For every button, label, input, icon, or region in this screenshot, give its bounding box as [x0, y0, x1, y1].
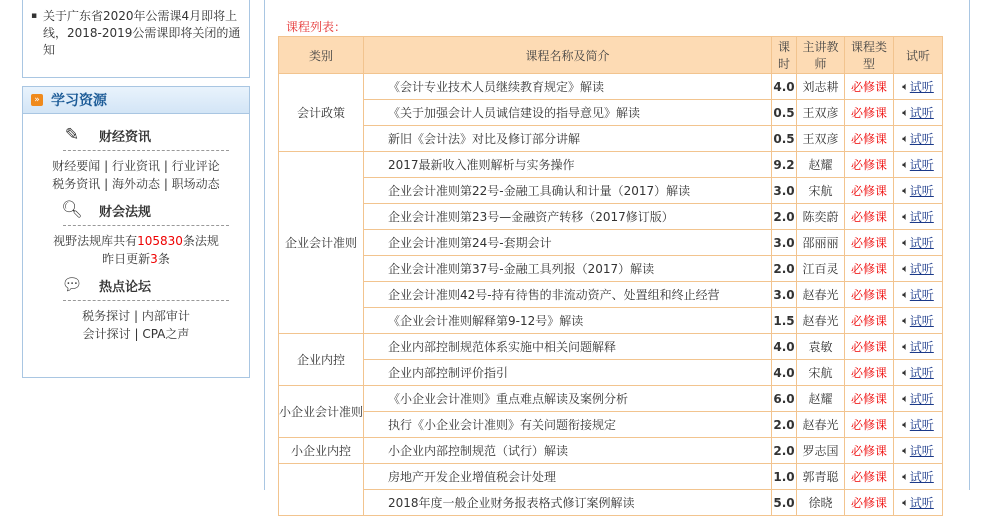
category-cell: 小企业会计准则 — [279, 386, 364, 438]
course-type: 必修课 — [845, 360, 894, 386]
course-hours: 0.5 — [772, 100, 797, 126]
header-teacher: 主讲教师 — [797, 37, 845, 74]
table-row — [279, 490, 943, 516]
listen-cell — [894, 308, 943, 334]
course-name[interactable]: 《会计专业技术人员继续教育规定》解读 — [364, 74, 772, 100]
header-category: 类别 — [279, 37, 364, 74]
course-hours: 3.0 — [772, 230, 797, 256]
listen-cell — [894, 464, 943, 490]
course-teacher: 宋航 — [797, 178, 845, 204]
course-hours: 4.0 — [772, 74, 797, 100]
link-overseas[interactable]: 海外动态 — [111, 177, 160, 191]
course-hours: 1.5 — [772, 308, 797, 334]
link-finance-headlines[interactable]: 财经要闻 — [52, 159, 101, 173]
course-teacher: 宋航 — [797, 360, 845, 386]
link-accounting-discussion[interactable]: 会计探讨 — [82, 327, 131, 341]
course-hours: 1.0 — [772, 464, 797, 490]
listen-cell — [894, 490, 943, 516]
notice-link[interactable]: ▪ 关于广东省2020年公需课4月即将上线，2018-2019公需课即将关闭的通知 — [43, 8, 241, 59]
forum-title[interactable]: 热点论坛 — [99, 279, 152, 295]
course-name[interactable]: 2018年度一般企业财务报表格式修订案例解读 — [364, 490, 772, 516]
course-hours: 2.0 — [772, 256, 797, 282]
listen-cell — [894, 126, 943, 152]
speaker-icon[interactable]: 🔈︎ — [902, 366, 909, 379]
course-type: 必修课 — [845, 412, 894, 438]
speaker-icon[interactable]: 🔈︎ — [902, 236, 909, 249]
speaker-icon[interactable]: 🔈︎ — [902, 470, 909, 483]
listen-link[interactable]: 试听 — [909, 366, 934, 380]
course-hours: 9.2 — [772, 152, 797, 178]
speaker-icon[interactable]: 🔈︎ — [902, 106, 909, 119]
listen-cell — [894, 438, 943, 464]
course-name[interactable]: 企业内部控制评价指引 — [364, 360, 772, 386]
listen-cell — [894, 74, 943, 100]
listen-cell — [894, 412, 943, 438]
link-industry-comment[interactable]: 行业评论 — [171, 159, 220, 173]
category-cell: 企业内控 — [279, 334, 364, 386]
speaker-icon[interactable]: 🔈︎ — [902, 418, 909, 431]
listen-cell — [894, 360, 943, 386]
course-type: 必修课 — [845, 282, 894, 308]
listen-link[interactable]: 试听 — [909, 210, 934, 224]
listen-link[interactable]: 试听 — [909, 132, 934, 146]
listen-cell — [894, 152, 943, 178]
speaker-icon[interactable]: 🔈︎ — [902, 288, 909, 301]
listen-link[interactable]: 试听 — [909, 262, 934, 276]
speaker-icon[interactable]: 🔈︎ — [902, 80, 909, 93]
course-name[interactable]: 《企业会计准则解释第9-12号》解读 — [364, 308, 772, 334]
course-table — [278, 36, 943, 516]
table-row — [279, 256, 943, 282]
speaker-icon[interactable]: 🔈︎ — [902, 262, 909, 275]
table-row — [279, 100, 943, 126]
listen-link[interactable]: 试听 — [909, 470, 934, 484]
course-teacher: 王双彦 — [797, 126, 845, 152]
course-hours: 2.0 — [772, 438, 797, 464]
course-type: 必修课 — [845, 100, 894, 126]
course-type: 必修课 — [845, 204, 894, 230]
listen-link[interactable]: 试听 — [909, 106, 934, 120]
course-teacher: 王双彦 — [797, 100, 845, 126]
speaker-icon[interactable]: 🔈︎ — [902, 184, 909, 197]
course-type: 必修课 — [845, 256, 894, 282]
table-row — [279, 334, 943, 360]
chat-bubble-icon: 💬︎ — [61, 275, 83, 295]
finance-news-header — [61, 120, 229, 150]
table-row — [279, 308, 943, 334]
course-teacher: 江百灵 — [797, 256, 845, 282]
course-hours: 2.0 — [772, 204, 797, 230]
link-cpa-voice[interactable]: CPA之声 — [142, 327, 190, 341]
course-teacher: 赵耀 — [797, 152, 845, 178]
laws-suffix: 条法规 — [182, 234, 219, 248]
table-row — [279, 204, 943, 230]
forum-links: 税务探讨 | 内部审计 会计探讨 | CPA之声 — [82, 309, 190, 341]
course-teacher: 刘志耕 — [797, 74, 845, 100]
update-suffix: 条 — [157, 252, 170, 266]
speaker-icon[interactable]: 🔈︎ — [902, 314, 909, 327]
category-cell: 会计政策 — [279, 74, 364, 152]
course-hours: 5.0 — [772, 490, 797, 516]
laws-prefix: 视野法规库共有 — [53, 234, 138, 248]
finance-news-title[interactable]: 财经资讯 — [99, 129, 152, 145]
speaker-icon[interactable]: 🔈︎ — [902, 158, 909, 171]
course-table-body — [279, 74, 943, 516]
course-hours: 3.0 — [772, 178, 797, 204]
course-teacher: 郭青聪 — [797, 464, 845, 490]
listen-cell — [894, 256, 943, 282]
course-type: 必修课 — [845, 152, 894, 178]
course-type: 必修课 — [845, 74, 894, 100]
listen-cell — [894, 386, 943, 412]
table-row — [279, 464, 943, 490]
listen-link[interactable]: 试听 — [909, 418, 934, 432]
course-type: 必修课 — [845, 230, 894, 256]
learning-resources-panel — [22, 86, 250, 378]
update-count: 3 — [150, 252, 158, 266]
table-row — [279, 126, 943, 152]
update-prefix: 昨日更新 — [102, 252, 151, 266]
listen-link[interactable]: 试听 — [909, 392, 934, 406]
listen-cell — [894, 204, 943, 230]
laws-title[interactable]: 财会法规 — [99, 204, 152, 220]
listen-cell — [894, 282, 943, 308]
course-name[interactable]: 执行《小企业会计准则》有关问题衔接规定 — [364, 412, 772, 438]
listen-link[interactable]: 试听 — [909, 158, 934, 172]
header-type: 课程类型 — [845, 37, 894, 74]
listen-link[interactable]: 试听 — [909, 340, 934, 354]
header-listen: 试听 — [894, 37, 943, 74]
listen-link[interactable]: 试听 — [909, 184, 934, 198]
speaker-icon[interactable]: 🔈︎ — [902, 444, 909, 457]
listen-cell — [894, 230, 943, 256]
table-row — [279, 74, 943, 100]
table-row — [279, 282, 943, 308]
course-list-label: 课程列表： — [286, 20, 347, 34]
listen-link[interactable]: 试听 — [909, 80, 934, 94]
link-career[interactable]: 职场动态 — [171, 177, 220, 191]
course-teacher: 赵耀 — [797, 386, 845, 412]
listen-link[interactable]: 试听 — [909, 236, 934, 250]
course-name[interactable]: 企业会计准则第37号-金融工具列报（2017）解读 — [364, 256, 772, 282]
table-row — [279, 360, 943, 386]
table-row — [279, 230, 943, 256]
link-industry-news[interactable]: 行业资讯 — [111, 159, 160, 173]
learning-resources-title: 学习资源 — [51, 93, 107, 109]
table-row — [279, 412, 943, 438]
speaker-icon[interactable]: 🔈︎ — [902, 340, 909, 353]
table-row — [279, 386, 943, 412]
learning-resources-header — [23, 87, 249, 114]
table-row — [279, 178, 943, 204]
magnifier-icon: 🔍︎ — [61, 200, 83, 220]
listen-link[interactable]: 试听 — [909, 444, 934, 458]
course-teacher: 赵春光 — [797, 282, 845, 308]
course-teacher: 罗志国 — [797, 438, 845, 464]
course-type: 必修课 — [845, 308, 894, 334]
link-internal-audit[interactable]: 内部审计 — [141, 309, 190, 323]
course-name[interactable]: 企业会计准则第22号-金融工具确认和计量（2017）解读 — [364, 178, 772, 204]
listen-link[interactable]: 试听 — [909, 314, 934, 328]
link-tax-discussion[interactable]: 税务探讨 — [82, 309, 131, 323]
course-name[interactable]: 2017最新收入准则解析与实务操作 — [364, 152, 772, 178]
course-teacher: 邵丽丽 — [797, 230, 845, 256]
finance-news-links: 财经要闻 | 行业资讯 | 行业评论 税务资讯 | 海外动态 | 职场动态 — [52, 159, 220, 191]
forum-header — [61, 270, 229, 300]
course-type: 必修课 — [845, 178, 894, 204]
table-row — [279, 438, 943, 464]
course-name[interactable]: 新旧《会计法》对比及修订部分讲解 — [364, 126, 772, 152]
course-name[interactable]: 企业会计准则第23号—金融资产转移（2017修订版） — [364, 204, 772, 230]
course-hours: 0.5 — [772, 126, 797, 152]
course-type: 必修课 — [845, 438, 894, 464]
listen-cell — [894, 178, 943, 204]
listen-cell — [894, 100, 943, 126]
course-hours: 2.0 — [772, 412, 797, 438]
course-name[interactable]: 《关于加强会计人员诚信建设的指导意见》解读 — [364, 100, 772, 126]
course-name[interactable]: 小企业内部控制规范（试行）解读 — [364, 438, 772, 464]
link-tax-news[interactable]: 税务资讯 — [52, 177, 101, 191]
speaker-icon[interactable]: 🔈︎ — [902, 210, 909, 223]
listen-cell — [894, 334, 943, 360]
speaker-icon[interactable]: 🔈︎ — [902, 132, 909, 145]
laws-count: 105830 — [137, 234, 183, 248]
course-type: 必修课 — [845, 386, 894, 412]
course-teacher: 徐晓 — [797, 490, 845, 516]
speaker-icon[interactable]: 🔈︎ — [902, 496, 909, 509]
course-name[interactable]: 企业内部控制规范体系实施中相关问题解释 — [364, 334, 772, 360]
category-cell: 企业会计准则 — [279, 152, 364, 334]
listen-link[interactable]: 试听 — [909, 288, 934, 302]
course-type: 必修课 — [845, 464, 894, 490]
course-teacher: 陈奕蔚 — [797, 204, 845, 230]
pen-book-icon: ✎ — [64, 125, 80, 145]
speaker-icon[interactable]: 🔈︎ — [902, 392, 909, 405]
listen-link[interactable]: 试听 — [909, 496, 934, 510]
course-type: 必修课 — [845, 334, 894, 360]
course-teacher: 赵春光 — [797, 308, 845, 334]
course-type: 必修课 — [845, 490, 894, 516]
notice-box — [22, 0, 250, 78]
course-hours: 4.0 — [772, 334, 797, 360]
laws-header — [61, 195, 229, 225]
course-name[interactable]: 房地产开发企业增值税会计处理 — [364, 464, 772, 490]
course-name[interactable]: 企业会计准则42号-持有待售的非流动资产、处置组和终止经营 — [364, 282, 772, 308]
course-teacher: 赵春光 — [797, 412, 845, 438]
table-header-row — [279, 37, 943, 74]
header-course-name: 课程名称及简介 — [364, 37, 772, 74]
course-name[interactable]: 《小企业会计准则》重点难点解读及案例分析 — [364, 386, 772, 412]
course-hours: 4.0 — [772, 360, 797, 386]
course-hours: 3.0 — [772, 282, 797, 308]
course-teacher: 袁敏 — [797, 334, 845, 360]
table-row — [279, 152, 943, 178]
course-hours: 6.0 — [772, 386, 797, 412]
header-hours: 课时 — [772, 37, 797, 74]
course-name[interactable]: 企业会计准则第24号-套期会计 — [364, 230, 772, 256]
course-type: 必修课 — [845, 126, 894, 152]
laws-info — [23, 226, 249, 268]
category-cell: 小企业内控 — [279, 438, 364, 464]
arrow-box-icon: » — [31, 94, 43, 106]
